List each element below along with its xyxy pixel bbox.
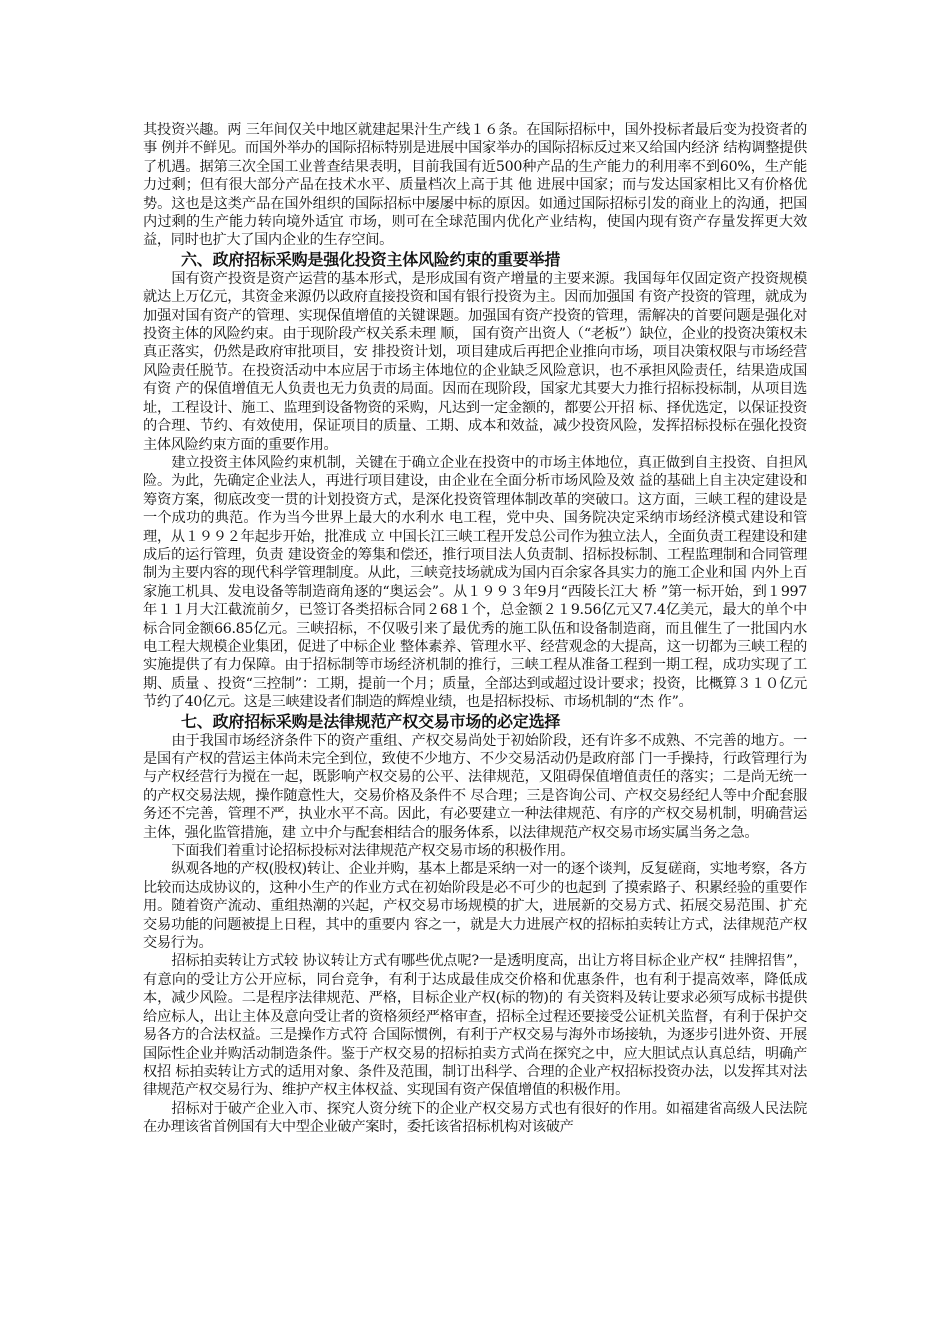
paragraph-7-4: 招标拍卖转让方式较 协议转让方式有哪些优点呢?一是透明度高，出让方将目标企业产权“ 挂牌招售”，有意向的受让方公开应标，同台竞争，有利于达成最佳成交价格和优惠条件，也有利于提高效率，降低成本，减少风险。二是程序法律规范、严格，目标企业产权(标的物)的 有关资料及转让要求必须写成标书提供给应标人，出让主体及意向受让者的资格须经严格审查，招标全过程还要接受公证机关监督，有利于保护交易各方的合法权益。三是操作方式符 合国际惯例，有利于产权交易与海外市场接轨，为逐步引进外资、开展国际性企业并购活动制造条件。鉴于产权交易的招标拍卖方式尚在探究之中，应大胆试点认真总结，明确产权招 标拍卖转让方式的适用对象、条件及范围，制订出科学、合理的企业产权招标投资办法，以发挥其对法律规范产权交易行为、维护产权主体权益、实现国有资产保值增值的积极作用。: [143, 953, 807, 1099]
paragraph-7-5: 招标对于破产企业入市、探究人资分统下的企业产权交易方式也有很好的作用。如福建省高级人民法院在办理该省首例国有大中型企业破产案时，委托该省招标机构对该破产: [143, 1100, 807, 1136]
paragraph-7-2: 下面我们着重讨论招标投标对法律规范产权交易市场的积极作用。: [171, 843, 575, 860]
paragraph-7-3: 纵观各地的产权(股权)转让、企业并购，基本上都是采纳一对一的逐个谈判，反复磋商，实地考察，各方比较而达成协议的，这种小生产的作业方式在初始阶段是必不可少的也起到 了摸索路子、积累经验的重要作用。随着资产流动、重组热潮的兴起，产权交易市场规模的扩大，进展新的交易方式、拓展交易范围、扩充交易功能的问题被提上日程，其中的重要内 容之一，就是大力进展产权的招标拍卖转让方式，法律规范产权交易行为。: [143, 861, 807, 952]
paragraph-6-2: 建立投资主体风险约束机制，关键在于确立企业在投资中的市场主体地位，真正做到自主投资、自担风险。为此，先确定企业法人，再进行项目建设，由企业在全面分析市场风险及效 益的基础上自主决定建设和筹资方案，彻底改变一贯的计划投资方式，是深化投资管理体制改革的突破口。这方面，三峡工程的建设是一个成功的典范。作为当今世界上最大的水利水 电工程，党中央、国务院决定采纳市场经济模式建设和管理，从１９９２年起步开始，批准成 立 中国长江三峡工程开发总公司作为独立法人，全面负责工程建设和建成后的运行管理，负责 建设资金的筹集和偿还，推行项目法人负责制、招标投标制、工程监理制和合同管理制为主要内容的现代科学管理制度。从此，三峡竞技场就成为国内百余家各具实力的施工企业和国 内外上百家施工机具、发电设备等制造商角逐的“奥运会”。从１９９３年9月“西陵长江大 桥 ”第一标开始，到１997年１１月大江截流前夕，已签订各类招标合同２68１个，总金额２１9.56亿元又7.4亿美元，最大的单个中标合同金额66.85亿元。三峡招标，不仅吸引来了最优秀的施工队伍和设备制造商，而且催生了一批国内水电工程大规模企业集团，促进了中标企业 整体素养、管理水平、经营观念的大提高，这一切都为三峡工程的实施提供了有力保障。由于招标制等市场经济机制的推行，三峡工程从准备工程到一期工程，成功实现了工期、质量 、投资“三控制”：工期，提前一个月；质量，全部达到或超过设计要求；投资，比概算３１０亿元节约了40亿元。这是三峡建设者们制造的辉煌业绩，也是招标投标、市场机制的“杰 作”。: [143, 454, 807, 711]
paragraph-7-1: 由于我国市场经济条件下的资产重组、产权交易尚处于初始阶段，还有许多不成熟、不完善的地方。一是国有产权的营运主体尚未完全到位，致使不少地方、不少交易活动仍是政府部 门一手操持，行政管理行为与产权经营行为搅在一起，既影响产权交易的公平、法律规范，又阻碍保值增值责任的落实；二是尚无统一的产权交易法规，操作随意性大，交易价格及条件不 尽合理；三是咨询公司、产权交易经纪人等中介配套服务还不完善，管理不严，执业水平不高。因此，有必要建立一种法律规范、有序的产权交易机制，明确营运主体，强化监管措施，建 立中介与配套相结合的服务体系，以法律规范产权交易市场实属当务之急。: [143, 732, 807, 841]
section-heading-7: 七、政府招标采购是法律规范产权交易市场的必定选择: [181, 711, 561, 731]
section-heading-6: 六、政府招标采购是强化投资主体风险约束的重要举措: [181, 249, 561, 269]
paragraph-6-1: 国有资产投资是资产运营的基本形式，是形成国有资产增量的主要来源。我国每年仅固定资产投资规模就达上万亿元，其资金来源仍以政府直接投资和国有银行投资为主。因而加强国 有资产投资的管理，就成为加强对国有资产的管理、实现保值增值的关键课题。加强国有资产投资的管理，需解决的首要问题是强化对投资主体的风险约束。由于现阶段产权关系未理 顺， 国有资产出资人（“老板”）缺位，企业的投资决策权未真正落实，仍然是政府审批项目，安 排投资计划，项目建成后再把企业推向市场，项目决策权限与市场经营风险责任脱节。在投资活动中本应居于市场主体地位的企业缺乏风险意识，也不承担风险责任，结果造成国有资 产的保值增值无人负责也无力负责的局面。因而在现阶段，国家尤其要大力推行招标投标制，从项目选址，工程设计、施工、监理到设备物资的采购，凡达到一定金额的，都要公开招 标、择优选定，以保证投资的合理、节约、有效使用，保证项目的质量、工期、成本和效益，减少投资风险，发挥招标投标在强化投资主体风险约束方面的重要作用。: [143, 270, 807, 453]
document-page: [143, 121, 807, 1137]
paragraph-intro: 其投资兴趣。两 三年间仅关中地区就建起果汁生产线１６条。在国际招标中，国外投标者最后变为投资者的事 例并不鲜见。而国外举办的国际招标特别是进展中国家举办的国际招标反过来又给国内经济 结构调整提供了机遇。据第三次全国工业普查结果表明，目前我国有近500种产品的生产能力的利用率不到60%，生产能力过剩；但有很大部分产品在技术水平、质量档次上高于其 他 进展中国家；而与发达国家相比又有价格优势。这也是这类产品在国外组织的国际招标中屡屡中标的原因。如通过国际招标引发的商业上的沟通，把国内过剩的生产能力转向境外适宜 市场，则可在全球范围内优化产业结构，使国内现有资产存量发挥更大效益，同时也扩大了国内企业的生存空间。: [143, 122, 807, 249]
